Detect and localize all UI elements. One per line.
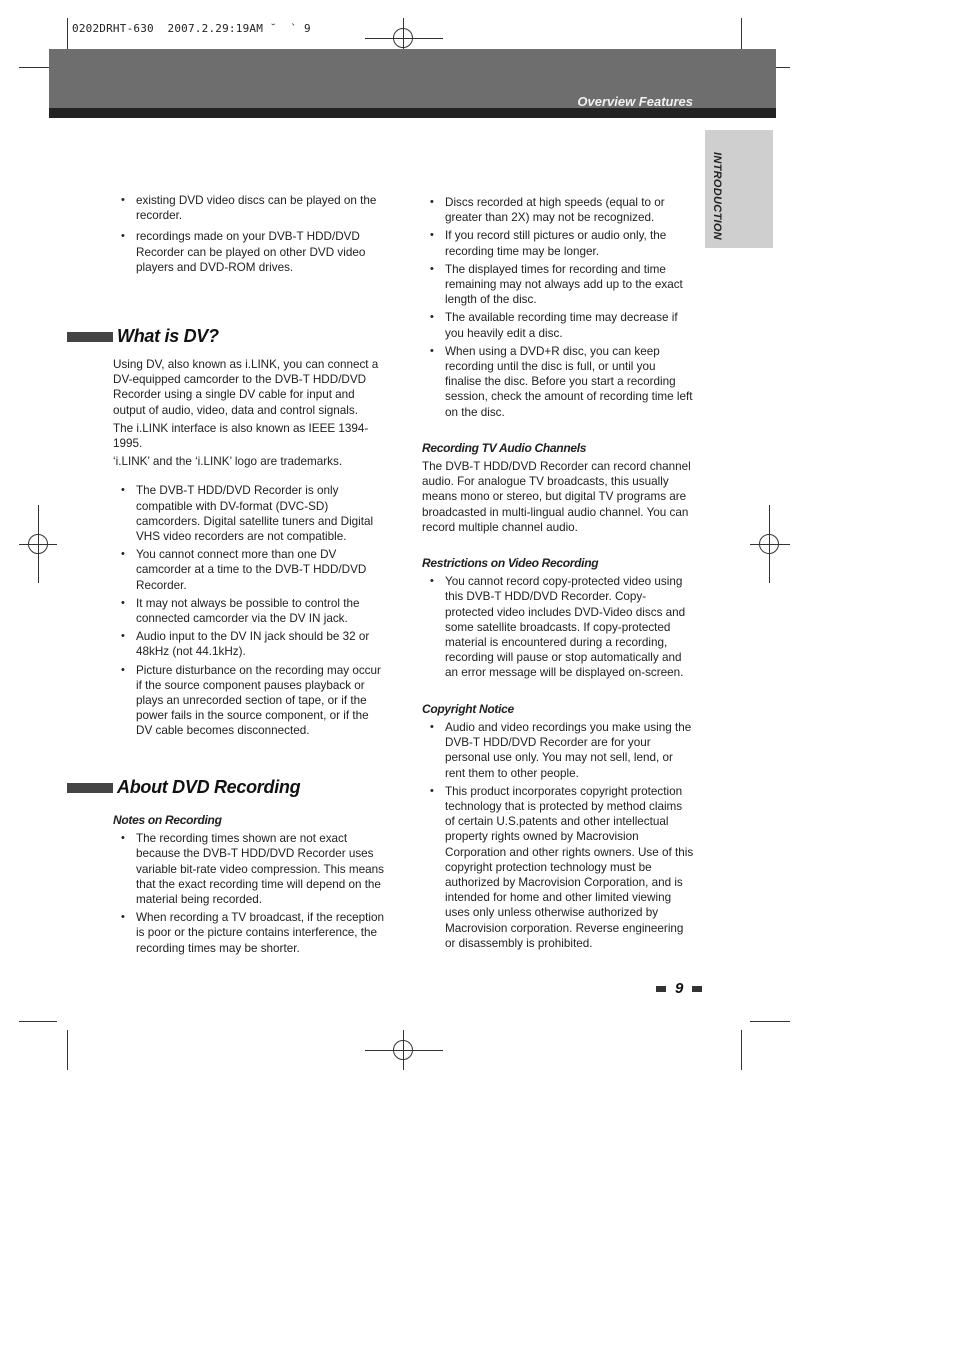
dv-section-body xyxy=(113,357,385,739)
section-tab xyxy=(705,130,773,248)
list-item: • This product incorporates copyright protection technology that is protected by method claims of certain U.S.patents and other intellectual property rights owned by Macrovision Corporation and other rights owners. Use of this copyright protection technology must be authorized by Macrovision Corporation, and is intended for home and other limited viewing uses only unless otherwise authorized by Macrovision corporation. Reverse engineering or disassembly is prohibited. xyxy=(422,784,694,951)
list-item: • When recording a TV broadcast, if the reception is poor or the picture contains interference, the recording times may be shorter. xyxy=(113,910,385,956)
dvd-section-heading xyxy=(67,777,300,798)
list-item: • It may not always be possible to control the connected camcorder via the DV IN jack. xyxy=(113,596,385,626)
page-number-mark xyxy=(656,986,666,992)
crop-mark xyxy=(67,1030,68,1070)
registration-circle xyxy=(28,534,48,554)
intro-bullets xyxy=(113,193,385,275)
list-item: • The available recording time may decrease if you heavily edit a disc. xyxy=(422,310,694,340)
list-item: • The displayed times for recording and time remaining may not always add up to the exact length of the disc. xyxy=(422,262,694,308)
header-title: Overview Features xyxy=(577,94,693,109)
list-item: • The DVB-T HDD/DVD Recorder is only compatible with DV-format (DVC-SD) camcorders. Digital satellite tuners and Digital VHS video recorders are not compatible. xyxy=(113,483,385,544)
heading-bar xyxy=(67,332,113,342)
paragraph: The i.LINK interface is also known as IEEE 1394-1995. xyxy=(113,421,369,451)
crop-mark xyxy=(741,1030,742,1070)
page-number-text: 9 xyxy=(675,980,684,997)
heading-bar xyxy=(67,783,113,793)
paragraph: Using DV, also known as i.LINK, you can connect a DV-equipped camcorder to the DVB-T HDD/DVD Recorder using a single DV cable for input and output of audio, video, data and control signals. xyxy=(113,358,379,417)
crop-mark xyxy=(19,1021,57,1022)
page-number-mark xyxy=(692,986,702,992)
section-title: About DVD Recording xyxy=(117,777,301,797)
subheading: Recording TV Audio Channels xyxy=(422,440,587,455)
header-rule xyxy=(49,108,776,118)
dv-section-heading xyxy=(67,326,219,347)
registration-circle xyxy=(393,28,413,48)
subheading: Restrictions on Video Recording xyxy=(422,556,599,571)
list-item: • The recording times shown are not exact because the DVB-T HDD/DVD Recorder uses variable bit-rate video compression. This means that the exact recording time will depend on the material being recorded. xyxy=(113,831,385,907)
dvd-section-body xyxy=(113,813,385,956)
list-item: • You cannot record copy-protected video using this DVB-T HDD/DVD Recorder. Copy-protected video includes DVD-Video discs and some satellite broadcasts. If copy-protected material is encountered during a recording, recording will pause or stop automatically and an error message will be displayed on-screen. xyxy=(422,574,694,680)
paragraph: ‘i.LINK’ and the ‘i.LINK’ logo are trademarks. xyxy=(113,455,343,469)
right-column xyxy=(422,195,694,951)
page-number xyxy=(656,980,702,997)
subheading: Copyright Notice xyxy=(422,701,514,716)
list-item: • When using a DVD+R disc, you can keep recording until the disc is full, or until you finalise the disc. Before you start a recording session, check the amount of recording time left on the disc. xyxy=(422,344,694,420)
list-item: • Discs recorded at high speeds (equal to or greater than 2X) may not be recognized. xyxy=(422,195,694,225)
registration-circle xyxy=(759,534,779,554)
printer-slug: 0202DRHT-630 2007.2.29:19AM ˘ ` 9 xyxy=(72,22,311,35)
subheading: Notes on Recording xyxy=(113,813,222,827)
registration-circle xyxy=(393,1040,413,1060)
list-item: • If you record still pictures or audio only, the recording time may be longer. xyxy=(422,228,694,258)
list-item: • recordings made on your DVB-T HDD/DVD Recorder can be played on other DVD video players and DVD-ROM drives. xyxy=(113,229,385,275)
list-item: • You cannot connect more than one DV camcorder at a time to the DVB-T HDD/DVD Recorder. xyxy=(113,547,385,593)
section-title: What is DV? xyxy=(117,326,219,346)
crop-mark xyxy=(750,1021,790,1022)
list-item: • Audio input to the DV IN jack should be 32 or 48kHz (not 44.1kHz). xyxy=(113,629,385,659)
section-tab-label: INTRODUCTION xyxy=(711,152,723,240)
list-item: • existing DVD video discs can be played on the recorder. xyxy=(113,193,385,223)
paragraph: The DVB-T HDD/DVD Recorder can record channel audio. For analogue TV broadcasts, this usually means mono or stereo, but digital TV programs are broadcasted in multi-lingual audio channel. You can record multiple channel audio. xyxy=(422,460,691,534)
list-item: • Picture disturbance on the recording may occur if the source component pauses playback or plays an unrecorded section of tape, or if the power fails in the source component, or if the DV cable becomes disconnected. xyxy=(113,663,385,739)
list-item: • Audio and video recordings you make using the DVB-T HDD/DVD Recorder are for your personal use only. You may not sell, lend, or rent them to other people. xyxy=(422,720,694,781)
